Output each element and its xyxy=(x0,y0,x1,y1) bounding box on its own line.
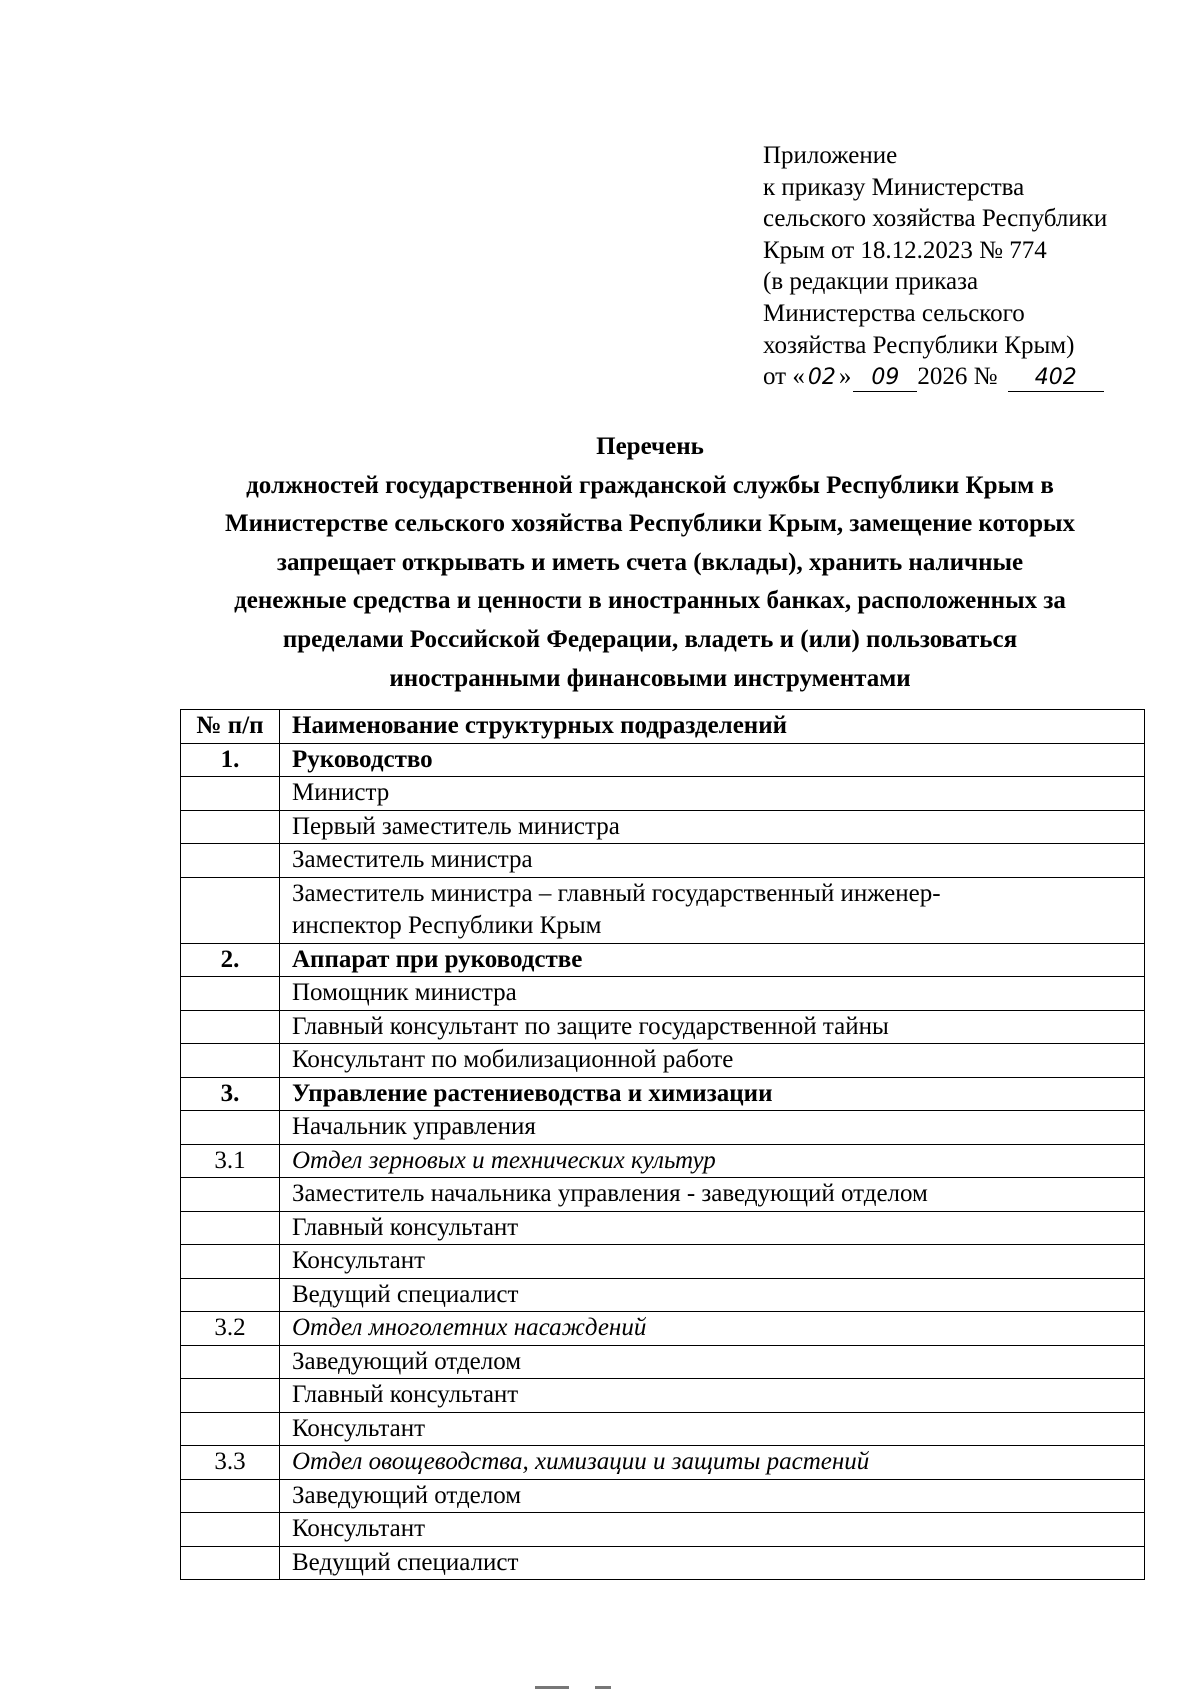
title-line: иностранными финансовыми инструментами xyxy=(389,664,911,692)
table-row xyxy=(181,1010,1145,1044)
row-number: 3.3 xyxy=(181,1446,280,1480)
order-date-line xyxy=(763,361,1173,393)
row-name: Заведующий отделом xyxy=(280,1479,1145,1513)
table-row xyxy=(181,777,1145,811)
table-row xyxy=(181,1513,1145,1547)
row-name: Первый заместитель министра xyxy=(280,810,1145,844)
handwritten-day: 02 xyxy=(807,365,836,391)
appendix-line: (в редакции приказа xyxy=(763,268,979,296)
title-line: должностей государственной гражданской службы Республики Крым в xyxy=(246,471,1054,499)
appendix-block xyxy=(763,140,1173,393)
row-name-line: инспектор Республики Крым xyxy=(292,912,602,939)
table-row xyxy=(181,1446,1145,1480)
row-name xyxy=(280,877,1145,943)
row-name: Отдел овощеводства, химизации и защиты растений xyxy=(280,1446,1145,1480)
appendix-line: сельского хозяйства Республики xyxy=(763,205,1108,233)
table-row xyxy=(181,1412,1145,1446)
table-row xyxy=(181,1345,1145,1379)
row-number xyxy=(181,977,280,1011)
row-name: Ведущий специалист xyxy=(280,1546,1145,1580)
row-number: 3. xyxy=(181,1077,280,1111)
table-row xyxy=(181,743,1145,777)
row-name: Начальник управления xyxy=(280,1111,1145,1145)
row-name: Главный консультант xyxy=(280,1211,1145,1245)
header-number: № п/п xyxy=(181,710,280,744)
row-number xyxy=(181,1245,280,1279)
table-row xyxy=(181,977,1145,1011)
row-number xyxy=(181,844,280,878)
row-name: Министр xyxy=(280,777,1145,811)
table-row xyxy=(181,1077,1145,1111)
title-line: пределами Российской Федерации, владеть и (или) пользоваться xyxy=(282,625,1018,653)
row-name: Консультант xyxy=(280,1513,1145,1547)
appendix-line: Министерства сельского xyxy=(763,299,1025,327)
row-number xyxy=(181,1513,280,1547)
table-row xyxy=(181,1312,1145,1346)
table-row xyxy=(181,1144,1145,1178)
row-name-line: Заместитель министра – главный государственный инженер- xyxy=(292,879,941,907)
date-year: 2026 № xyxy=(917,363,998,391)
appendix-line: Приложение xyxy=(763,142,898,169)
title-heading: Перечень xyxy=(596,433,704,460)
table-row xyxy=(181,1178,1145,1212)
row-number xyxy=(181,1178,280,1212)
row-number xyxy=(181,1379,280,1413)
table-row xyxy=(181,1044,1145,1078)
row-name: Отдел зерновых и технических культур xyxy=(280,1144,1145,1178)
table-row xyxy=(181,810,1145,844)
row-name: Отдел многолетних насаждений xyxy=(280,1312,1145,1346)
title-line: запрещает открывать и иметь счета (вклады), хранить наличные xyxy=(276,548,1024,576)
page-edge-mark xyxy=(535,1686,615,1689)
row-name: Консультант по мобилизационной работе xyxy=(280,1044,1145,1078)
row-name: Консультант xyxy=(280,1412,1145,1446)
row-name: Помощник министра xyxy=(280,977,1145,1011)
row-number xyxy=(181,1211,280,1245)
table-row xyxy=(181,1379,1145,1413)
table-row xyxy=(181,844,1145,878)
table-row xyxy=(181,877,1145,943)
row-number xyxy=(181,1345,280,1379)
appendix-line: Крым от 18.12.2023 № 774 xyxy=(763,236,1047,264)
handwritten-order-number: 402 xyxy=(1008,365,1104,392)
header-name: Наименование структурных подразделений xyxy=(280,710,1145,744)
row-name: Главный консультант по защите государственной тайны xyxy=(280,1010,1145,1044)
row-number: 1. xyxy=(181,743,280,777)
table-row xyxy=(181,1479,1145,1513)
table-row xyxy=(181,943,1145,977)
row-name: Руководство xyxy=(280,743,1145,777)
table-header-row xyxy=(181,710,1145,744)
row-number xyxy=(181,877,280,943)
row-number xyxy=(181,1044,280,1078)
handwritten-month: 09 xyxy=(853,365,917,392)
row-name: Управление растениеводства и химизации xyxy=(280,1077,1145,1111)
row-name: Ведущий специалист xyxy=(280,1278,1145,1312)
row-number: 3.1 xyxy=(181,1144,280,1178)
date-prefix: от « xyxy=(763,363,805,391)
row-number: 2. xyxy=(181,943,280,977)
title-line: Министерстве сельского хозяйства Республики Крым, замещение которых xyxy=(224,510,1076,538)
table-row xyxy=(181,1245,1145,1279)
row-number xyxy=(181,810,280,844)
row-number xyxy=(181,1278,280,1312)
appendix-line: хозяйства Республики Крым) xyxy=(763,331,1075,359)
table-row xyxy=(181,1278,1145,1312)
row-number xyxy=(181,1111,280,1145)
positions-table xyxy=(180,709,1145,1580)
appendix-line: к приказу Министерства xyxy=(763,173,1025,201)
row-name: Главный консультант xyxy=(280,1379,1145,1413)
table-row xyxy=(181,1211,1145,1245)
row-name: Консультант xyxy=(280,1245,1145,1279)
table-row xyxy=(181,1111,1145,1145)
row-number xyxy=(181,1412,280,1446)
row-number xyxy=(181,1479,280,1513)
table-row xyxy=(181,1546,1145,1580)
row-number xyxy=(181,1546,280,1580)
row-number: 3.2 xyxy=(181,1312,280,1346)
row-name: Заместитель министра xyxy=(280,844,1145,878)
title-line: денежные средства и ценности в иностранных банках, расположенных за xyxy=(234,587,1066,615)
row-number xyxy=(181,1010,280,1044)
row-name: Заведующий отделом xyxy=(280,1345,1145,1379)
row-number xyxy=(181,777,280,811)
row-name: Заместитель начальника управления - заведующий отделом xyxy=(280,1178,1145,1212)
document-title xyxy=(150,428,1150,698)
row-name: Аппарат при руководстве xyxy=(280,943,1145,977)
date-close: » xyxy=(838,363,852,391)
